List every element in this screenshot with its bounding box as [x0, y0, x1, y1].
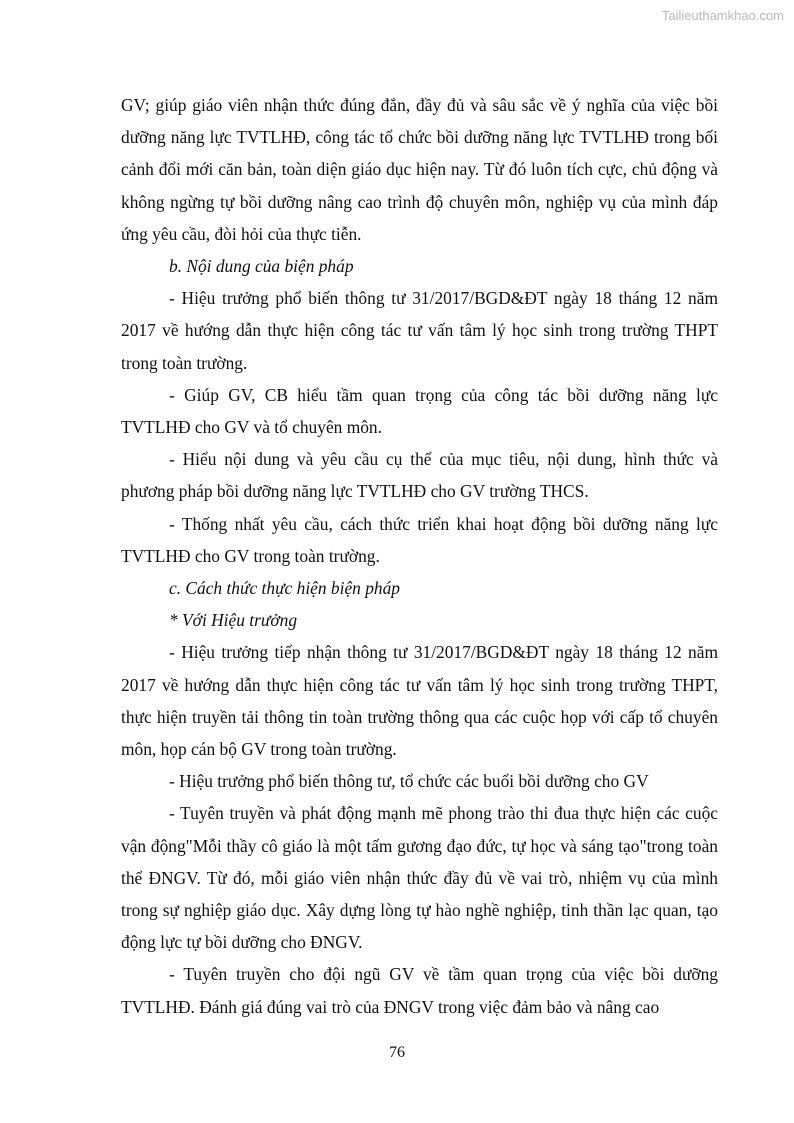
document-body: [121, 89, 718, 1023]
paragraph-continuation: GV; giúp giáo viên nhận thức đúng đắn, đầy đủ và sâu sắc về ý nghĩa của việc bồi dưỡng năng lực TVTLHĐ, công tác tổ chức bồi dưỡng năng lực TVTLHĐ trong bối cảnh đổi mới căn bản, toàn diện giáo dục hiện nay. Từ đó luôn tích cực, chủ động và không ngừng tự bồi dưỡng nâng cao trình độ chuyên môn, nghiệp vụ của mình đáp ứng yêu cầu, đòi hỏi của thực tiễn.: [121, 95, 718, 244]
watermark: Tailieuthamkhao.com: [661, 8, 784, 23]
heading-b-content: b. Nội dung của biện pháp: [169, 256, 354, 277]
paragraph-item: - Thống nhất yêu cầu, cách thức triển khai hoạt động bồi dưỡng năng lực TVTLHĐ cho GV trong toàn trường.: [121, 513, 718, 566]
paragraph-item: - Hiệu trưởng phổ biến thông tư 31/2017/BGD&ĐT ngày 18 tháng 12 năm 2017 về hướng dẫn thực hiện công tác tư vấn tâm lý học sinh trong trường THPT trong toàn trường.: [121, 288, 718, 373]
paragraph-item: - Hiệu trưởng tiếp nhận thông tư 31/2017/BGD&ĐT ngày 18 tháng 12 năm 2017 về hướng dẫn thực hiện công tác tư vấn tâm lý học sinh trong trường THPT, thực hiện truyền tải thông tin toàn trường thông qua các cuộc họp với cấp tổ chuyên môn, họp cán bộ GV trong toàn trường.: [121, 642, 718, 760]
paragraph-item: - Giúp GV, CB hiểu tầm quan trọng của công tác bồi dưỡng năng lực TVTLHĐ cho GV và tổ chuyên môn.: [121, 384, 718, 438]
heading-c-method: c. Cách thức thực hiện biện pháp: [169, 578, 400, 599]
paragraph-item: - Tuyên truyền cho đội ngũ GV về tầm quan trọng của việc bồi dưỡng TVTLHĐ. Đánh giá đúng vai trò của ĐNGV trong việc đảm bảo và nâng cao: [121, 964, 718, 1017]
paragraph-item: - Tuyên truyền và phát động mạnh mẽ phong trào thi đua thực hiện các cuộc vận động"Mỗi thầy cô giáo là một tấm gương đạo đức, tự học và sáng tạo"trong toàn thể ĐNGV. Từ đó, mỗi giáo viên nhận thức đầy đủ về vai trò, nhiệm vụ của mình trong sự nghiệp giáo dục. Xây dựng lòng tự hào nghề nghiệp, tinh thần lạc quan, tạo động lực tự bồi dưỡng cho ĐNGV.: [121, 803, 718, 953]
subheading-principal: * Với Hiệu trưởng: [169, 610, 298, 631]
paragraph-item: - Hiểu nội dung và yêu cầu cụ thể của mục tiêu, nội dung, hình thức và phương pháp bồi dưỡng năng lực TVTLHĐ cho GV trường THCS.: [121, 449, 718, 502]
page-number: 76: [389, 1044, 405, 1061]
paragraph-item: - Hiệu trưởng phổ biến thông tư, tổ chức các buổi bồi dưỡng cho GV: [169, 771, 649, 792]
